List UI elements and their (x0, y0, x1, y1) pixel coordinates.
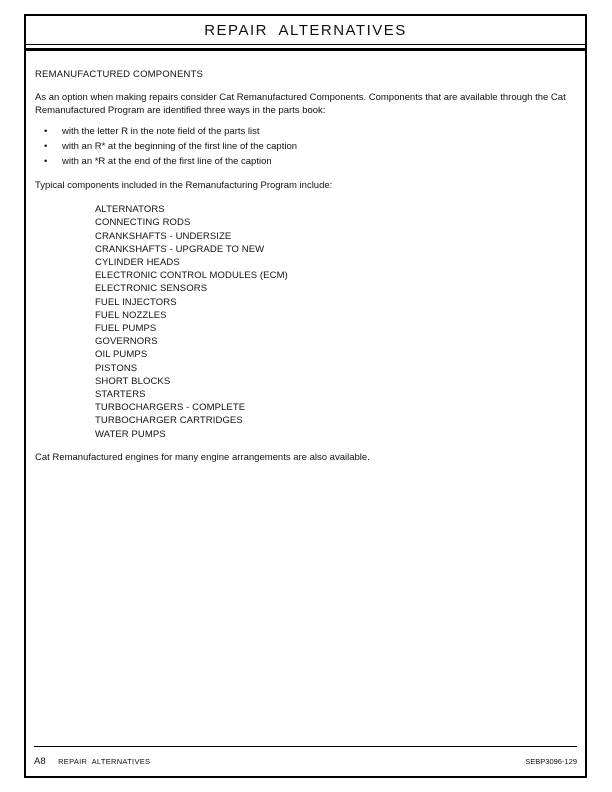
page-number: A8 (34, 756, 46, 767)
document-number: SEBP3096-129 (525, 757, 577, 766)
list-item: FUEL PUMPS (95, 323, 157, 335)
list-item: ELECTRONIC SENSORS (95, 283, 208, 295)
list-item: TURBOCHARGER CARTRIDGES (95, 415, 243, 427)
page-footer (34, 746, 577, 769)
footer-left (34, 751, 150, 769)
bullet-icon: • (44, 141, 48, 153)
bullet-list (35, 126, 575, 169)
document-page (24, 14, 587, 778)
list-item: WATER PUMPS (95, 428, 166, 440)
components-list (95, 203, 575, 441)
list-item: PISTONS (95, 362, 138, 374)
bullet-text: with an R* at the beginning of the first line of the caption (62, 141, 298, 153)
list-item: FUEL NOZZLES (95, 309, 167, 321)
list-item (35, 141, 575, 154)
list-item (35, 126, 575, 139)
page-body (26, 51, 585, 465)
list-item: CONNECTING RODS (95, 217, 191, 229)
page-header (26, 16, 585, 45)
list-item: FUEL INJECTORS (95, 296, 177, 308)
list-item: ALTERNATORS (95, 204, 165, 216)
list-item (35, 156, 575, 169)
footer-title: REPAIR ALTERNATIVES (58, 757, 151, 766)
page-title: REPAIR ALTERNATIVES (204, 22, 407, 39)
footer-row (34, 751, 577, 769)
list-item: SHORT BLOCKS (95, 375, 171, 387)
footer-rule (34, 746, 577, 747)
list-item: TURBOCHARGERS - COMPLETE (95, 402, 246, 414)
list-item: CYLINDER HEADS (95, 257, 180, 269)
bullet-text: with an *R at the end of the first line of the caption (62, 156, 272, 168)
bullet-icon: • (44, 126, 48, 138)
list-intro: Typical components included in the Remanufacturing Program include: (35, 179, 333, 191)
list-item: OIL PUMPS (95, 349, 148, 361)
bullet-icon: • (44, 156, 48, 168)
list-item: CRANKSHAFTS - UPGRADE TO NEW (95, 243, 265, 255)
section-heading: REMANUFACTURED COMPONENTS (35, 68, 204, 80)
list-item: STARTERS (95, 389, 146, 401)
closing-paragraph: Cat Remanufactured engines for many engine arrangements are also available. (35, 451, 370, 463)
list-item: GOVERNORS (95, 336, 158, 348)
intro-paragraph: As an option when making repairs consider Cat Remanufactured Components. Components that are available through the Cat Remanufactured Program are identified three ways in the parts book: (35, 92, 566, 116)
list-item: ELECTRONIC CONTROL MODULES (ECM) (95, 270, 288, 282)
bullet-text: with the letter R in the note field of the parts list (62, 126, 260, 138)
list-item: CRANKSHAFTS - UNDERSIZE (95, 230, 232, 242)
